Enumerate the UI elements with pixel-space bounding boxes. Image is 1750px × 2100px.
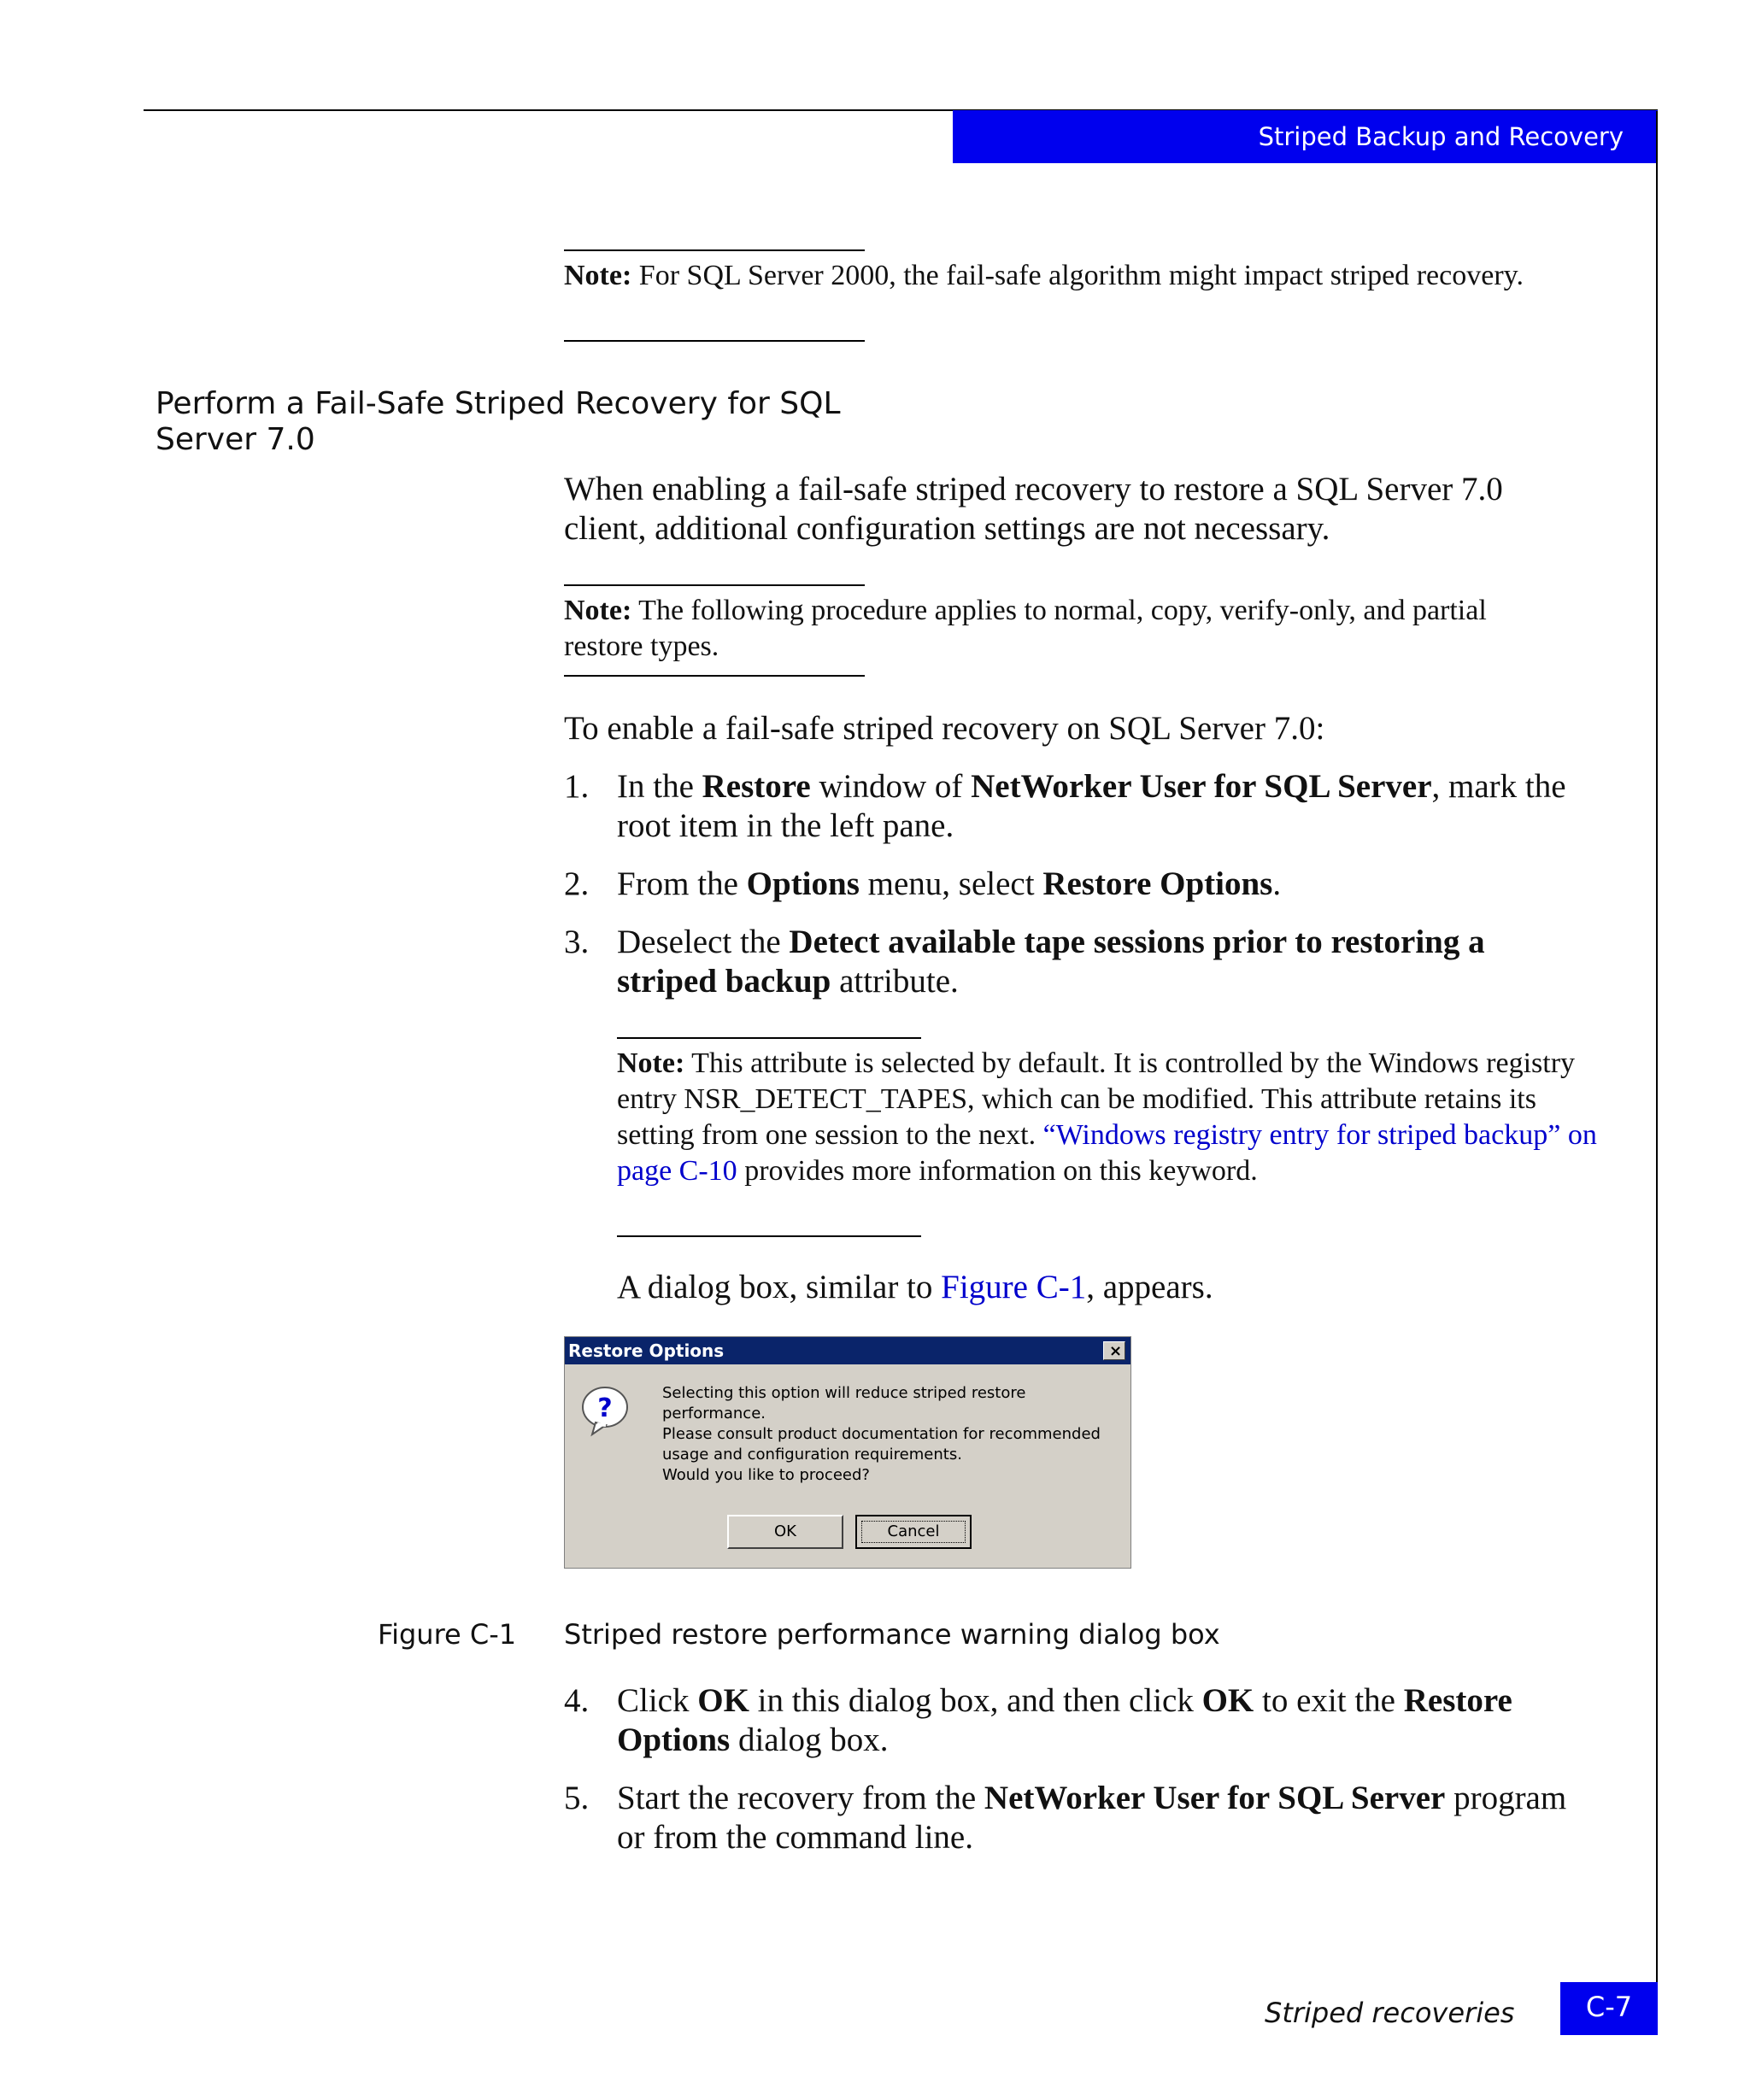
note-sql2000 (564, 258, 1572, 294)
note-text: provides more information on this keyword. (737, 1155, 1258, 1187)
cancel-button[interactable] (855, 1515, 972, 1549)
section-title-banner (953, 110, 1658, 163)
step-bold: NetWorker User for SQL Server (971, 768, 1432, 805)
cancel-label: Cancel (887, 1522, 940, 1540)
dialog-titlebar (565, 1337, 1130, 1364)
focus-rectangle (861, 1521, 966, 1543)
note-text: For SQL Server 2000, the fail-safe algorithm might impact striped recovery. (631, 260, 1524, 291)
figure-caption: Striped restore performance warning dialog box (564, 1618, 1220, 1651)
dialog-title: Restore Options (568, 1340, 725, 1361)
question-icon (580, 1385, 630, 1438)
step-number: 2. (564, 865, 590, 902)
right-margin-rule (1656, 111, 1658, 2035)
step-text: From the (617, 865, 747, 902)
step-bold: OK (697, 1682, 749, 1719)
step-text: menu, select (859, 865, 1043, 902)
step-3 (617, 923, 1574, 1001)
dialog-message-line: Please consult product documentation for recommended (662, 1425, 1101, 1443)
step-text: , mark the root item in the left pane. (617, 768, 1566, 844)
step-number: 3. (564, 924, 590, 960)
step-text: Deselect the (617, 924, 790, 960)
step-text: In the (617, 768, 702, 805)
section-heading: Perform a Fail-Safe Striped Recovery for SQL Server 7.0 (156, 386, 841, 457)
svg-text:?: ? (597, 1393, 613, 1423)
figure-label: Figure C-1 (378, 1618, 517, 1651)
step-text: attribute. (831, 963, 959, 1000)
step-text: window of (810, 768, 972, 805)
step-text: Click (617, 1682, 698, 1719)
note-top-rule (564, 249, 865, 251)
note-label: Note: (617, 1047, 685, 1079)
note-top-rule (564, 584, 865, 586)
step-number: 1. (564, 768, 590, 805)
step-text: program or from the command line. (617, 1780, 1567, 1856)
close-icon[interactable]: × (1103, 1341, 1125, 1360)
note-registry (617, 1046, 1600, 1189)
step-text: to exit the (1254, 1682, 1404, 1719)
dialog-message-line: Selecting this option will reduce striped restore performance. (662, 1384, 1026, 1422)
page-number-badge (1560, 1982, 1658, 2035)
restore-options-dialog (564, 1336, 1131, 1569)
step-text: . (1272, 865, 1282, 902)
section-title: Striped Backup and Recovery (1258, 122, 1624, 151)
step-text: in this dialog box, and then click (749, 1682, 1202, 1719)
figure-crossref-link[interactable]: Figure C-1 (941, 1269, 1087, 1305)
dialog-message (662, 1383, 1124, 1465)
dialog-intro (617, 1268, 1574, 1307)
dialog-message-line: usage and configuration requirements. (662, 1446, 962, 1464)
step-bold: Restore Options (617, 1682, 1512, 1758)
note-label: Note: (564, 595, 632, 626)
note-bottom-rule (617, 1235, 921, 1237)
note-top-rule (617, 1037, 921, 1039)
step-5 (617, 1779, 1574, 1857)
note-bottom-rule (564, 675, 865, 677)
note-bottom-rule (564, 340, 865, 342)
dialog-question: Would you like to proceed? (662, 1466, 870, 1484)
step-number: 5. (564, 1780, 590, 1816)
step-bold: NetWorker User for SQL Server (984, 1780, 1446, 1816)
body-text: , appears. (1086, 1269, 1213, 1305)
procedure-intro: To enable a fail-safe striped recovery on SQL Server 7.0: (564, 710, 1325, 747)
step-bold: OK (1201, 1682, 1254, 1719)
footer-chapter: Striped recoveries (1265, 1997, 1515, 2029)
step-4 (617, 1681, 1574, 1760)
step-text: Start the recovery from the (617, 1780, 984, 1816)
intro-paragraph: When enabling a fail-safe striped recovery to restore a SQL Server 7.0 client, additional configuration settings are not necessary. (564, 471, 1503, 547)
note-restore-types (564, 593, 1572, 665)
step-bold: Detect available tape sessions prior to restoring a striped backup (617, 924, 1485, 1000)
step-2 (617, 865, 1574, 904)
note-label: Note: (564, 260, 632, 291)
note-text: This attribute is selected by default. It is controlled by the Windows registry entry NSR_DETECT_TAPES, which can be modified. This attribute retains its setting from one session to the next. (617, 1047, 1576, 1151)
page-number: C-7 (1585, 1991, 1633, 2023)
step-number: 4. (564, 1682, 590, 1719)
step-bold: Options (746, 865, 860, 902)
step-text: dialog box. (730, 1722, 889, 1758)
note-text: The following procedure applies to normal, copy, verify-only, and partial restore types. (564, 595, 1487, 662)
step-bold: Restore Options (1042, 865, 1273, 902)
body-text: A dialog box, similar to (617, 1269, 942, 1305)
registry-crossref-link[interactable]: “Windows registry entry for striped backup” on page C-10 (617, 1119, 1597, 1187)
ok-button[interactable]: OK (727, 1515, 843, 1549)
step-bold: Restore (702, 768, 811, 805)
step-1 (617, 767, 1574, 846)
